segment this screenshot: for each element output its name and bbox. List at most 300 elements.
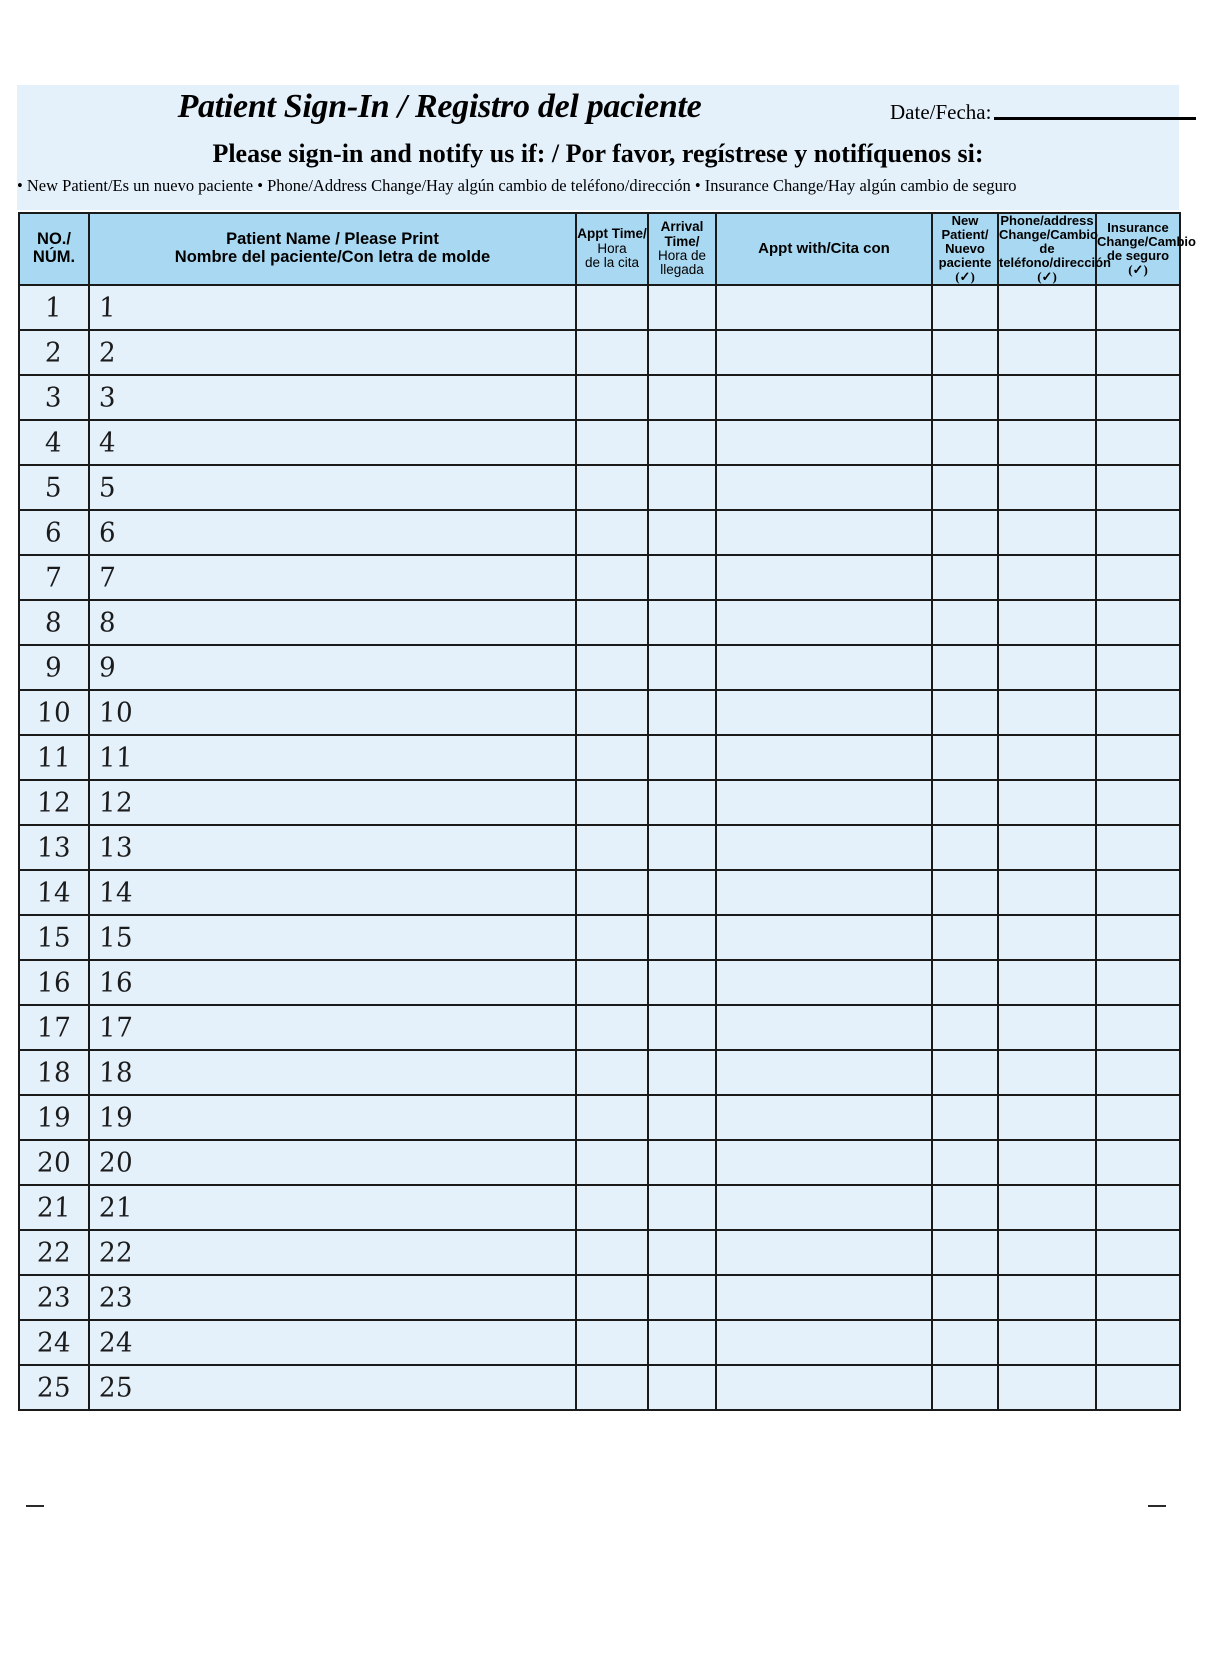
insurance-change-checkbox-cell[interactable] [1096, 825, 1180, 870]
insurance-change-checkbox-cell[interactable] [1096, 1050, 1180, 1095]
row-number-value: 1 [44, 292, 64, 324]
phone-address-change-checkbox-cell[interactable] [998, 870, 1096, 915]
arrival-time-cell[interactable] [648, 960, 716, 1005]
column-header-patient-name-es: Nombre del paciente/Con letra de molde [174, 248, 491, 266]
arrival-time-cell[interactable] [648, 555, 716, 600]
patient-name-cell[interactable] [89, 330, 576, 375]
arrival-time-cell[interactable] [648, 285, 716, 330]
phone-address-change-checkbox-cell[interactable] [998, 465, 1096, 510]
patient-name-line-number: 7 [98, 562, 117, 594]
phone-address-change-checkbox-cell[interactable] [998, 1140, 1096, 1185]
appt-time-cell[interactable] [576, 870, 648, 915]
column-header-appt-time-en: Appt Time/ [577, 226, 647, 242]
row-number-cell [19, 645, 89, 690]
row-number-value: 8 [44, 607, 64, 639]
appt-time-cell[interactable] [576, 915, 648, 960]
patient-name-cell[interactable] [89, 1230, 576, 1275]
table-row [19, 1365, 1180, 1410]
new-patient-checkbox-cell[interactable] [932, 825, 998, 870]
arrival-time-cell[interactable] [648, 1320, 716, 1365]
table-row [19, 735, 1180, 780]
column-header-arrival-time-en: Arrival Time/ [660, 219, 704, 249]
insurance-change-checkbox-cell[interactable] [1096, 1275, 1180, 1320]
insurance-change-checkbox-cell[interactable] [1096, 690, 1180, 735]
row-number-cell [19, 825, 89, 870]
patient-name-cell[interactable] [89, 645, 576, 690]
row-number-cell [19, 1185, 89, 1230]
appt-with-cell[interactable] [716, 555, 932, 600]
new-patient-checkbox-cell[interactable] [932, 1320, 998, 1365]
column-header-appt-with [716, 213, 932, 285]
table-row [19, 1275, 1180, 1320]
arrival-time-cell[interactable] [648, 825, 716, 870]
date-field-group[interactable] [890, 102, 1196, 123]
row-number-value: 15 [36, 922, 72, 954]
appt-time-cell[interactable] [576, 465, 648, 510]
row-number-value: 23 [36, 1282, 72, 1314]
patient-name-cell[interactable] [89, 285, 576, 330]
arrival-time-cell[interactable] [648, 1005, 716, 1050]
patient-name-line-number: 23 [98, 1282, 134, 1314]
phone-address-change-checkbox-cell[interactable] [998, 735, 1096, 780]
patient-name-cell[interactable] [89, 1275, 576, 1320]
appt-with-cell[interactable] [716, 1230, 932, 1275]
appt-time-cell[interactable] [576, 780, 648, 825]
insurance-change-checkbox-cell[interactable] [1096, 285, 1180, 330]
table-row [19, 555, 1180, 600]
insurance-change-checkbox-cell[interactable] [1096, 960, 1180, 1005]
patient-name-cell[interactable] [89, 1095, 576, 1140]
new-patient-checkbox-cell[interactable] [932, 1095, 998, 1140]
appt-time-cell[interactable] [576, 960, 648, 1005]
arrival-time-cell[interactable] [648, 420, 716, 465]
appt-with-cell[interactable] [716, 690, 932, 735]
new-patient-checkbox-cell[interactable] [932, 285, 998, 330]
patient-name-line-number: 18 [98, 1057, 134, 1089]
appt-time-cell[interactable] [576, 1185, 648, 1230]
appt-with-cell[interactable] [716, 1140, 932, 1185]
row-number-value: 11 [36, 742, 72, 774]
row-number-value: 13 [36, 832, 72, 864]
new-patient-checkbox-cell[interactable] [932, 690, 998, 735]
insurance-change-checkbox-cell[interactable] [1096, 330, 1180, 375]
new-patient-checkbox-cell[interactable] [932, 465, 998, 510]
arrival-time-cell[interactable] [648, 1140, 716, 1185]
table-row [19, 780, 1180, 825]
appt-with-cell[interactable] [716, 915, 932, 960]
table-row [19, 825, 1180, 870]
column-header-phone-address-l2: Change/Cambio de [999, 227, 1098, 257]
column-header-appt-with-en: Appt with/Cita con [758, 239, 890, 257]
row-number-cell [19, 1230, 89, 1275]
appt-time-cell[interactable] [576, 1095, 648, 1140]
phone-address-change-checkbox-cell[interactable] [998, 510, 1096, 555]
patient-name-cell[interactable] [89, 555, 576, 600]
row-number-value: 14 [36, 877, 72, 909]
table-row [19, 330, 1180, 375]
arrival-time-cell[interactable] [648, 780, 716, 825]
phone-address-change-checkbox-cell[interactable] [998, 600, 1096, 645]
phone-address-change-checkbox-cell[interactable] [998, 960, 1096, 1005]
appt-time-cell[interactable] [576, 690, 648, 735]
arrival-time-cell[interactable] [648, 1365, 716, 1410]
appt-with-cell[interactable] [716, 510, 932, 555]
appt-with-cell[interactable] [716, 1005, 932, 1050]
table-row [19, 375, 1180, 420]
new-patient-checkbox-cell[interactable] [932, 1185, 998, 1230]
table-row [19, 285, 1180, 330]
patient-name-cell[interactable] [89, 1185, 576, 1230]
appt-with-cell[interactable] [716, 1095, 932, 1140]
crop-mark-left [26, 1505, 44, 1507]
patient-name-line-number: 15 [98, 922, 134, 954]
appt-with-cell[interactable] [716, 870, 932, 915]
arrival-time-cell[interactable] [648, 600, 716, 645]
row-number-cell [19, 1050, 89, 1095]
patient-name-line-number: 3 [98, 382, 117, 414]
appt-with-cell[interactable] [716, 1275, 932, 1320]
patient-name-line-number: 25 [98, 1372, 134, 1404]
column-header-phone-address-change [998, 213, 1111, 285]
new-patient-checkbox-cell[interactable] [932, 600, 998, 645]
phone-address-change-checkbox-cell[interactable] [998, 1050, 1096, 1095]
phone-address-change-checkbox-cell[interactable] [998, 420, 1096, 465]
table-row [19, 870, 1180, 915]
column-header-patient-name [89, 213, 576, 285]
arrival-time-cell[interactable] [648, 1185, 716, 1230]
arrival-time-cell[interactable] [648, 870, 716, 915]
patient-name-cell[interactable] [89, 690, 576, 735]
appt-with-cell[interactable] [716, 645, 932, 690]
new-patient-checkbox-cell[interactable] [932, 735, 998, 780]
row-number-value: 17 [36, 1012, 72, 1044]
row-number-value: 18 [36, 1057, 72, 1089]
column-header-insurance-check: (✓) [1128, 261, 1148, 277]
phone-address-change-checkbox-cell[interactable] [998, 285, 1096, 330]
appt-time-cell[interactable] [576, 330, 648, 375]
insurance-change-checkbox-cell[interactable] [1096, 1320, 1180, 1365]
appt-with-cell[interactable] [716, 735, 932, 780]
table-row [19, 1140, 1180, 1185]
insurance-change-checkbox-cell[interactable] [1096, 465, 1180, 510]
arrival-time-cell[interactable] [648, 330, 716, 375]
row-number-value: 20 [36, 1147, 72, 1179]
row-number-cell [19, 330, 89, 375]
new-patient-checkbox-cell[interactable] [932, 1275, 998, 1320]
appt-time-cell[interactable] [576, 1275, 648, 1320]
appt-with-cell[interactable] [716, 1185, 932, 1230]
patient-name-line-number: 20 [98, 1147, 134, 1179]
table-row [19, 915, 1180, 960]
new-patient-checkbox-cell[interactable] [932, 510, 998, 555]
patient-name-line-number: 17 [98, 1012, 134, 1044]
table-row [19, 1095, 1180, 1140]
insurance-change-checkbox-cell[interactable] [1096, 1095, 1180, 1140]
insurance-change-checkbox-cell[interactable] [1096, 915, 1180, 960]
appt-time-cell[interactable] [576, 1320, 648, 1365]
row-number-cell [19, 1095, 89, 1140]
phone-address-change-checkbox-cell[interactable] [998, 645, 1096, 690]
appt-time-cell[interactable] [576, 285, 648, 330]
column-header-number-en: NO./ [37, 230, 71, 249]
insurance-change-checkbox-cell[interactable] [1096, 870, 1180, 915]
new-patient-checkbox-cell[interactable] [932, 555, 998, 600]
phone-address-change-checkbox-cell[interactable] [998, 690, 1096, 735]
patient-name-line-number: 19 [98, 1102, 134, 1134]
column-header-appt-time-es2: de la cita [584, 255, 640, 271]
row-number-cell [19, 1320, 89, 1365]
patient-name-line-number: 4 [98, 427, 117, 459]
row-number-cell [19, 1275, 89, 1320]
column-header-insurance-l2: Change/Cambio [1097, 234, 1196, 250]
appt-with-cell[interactable] [716, 960, 932, 1005]
patient-name-cell[interactable] [89, 465, 576, 510]
row-number-value: 25 [36, 1372, 72, 1404]
new-patient-checkbox-cell[interactable] [932, 1005, 998, 1050]
arrival-time-cell[interactable] [648, 915, 716, 960]
row-number-cell [19, 1140, 89, 1185]
phone-address-change-checkbox-cell[interactable] [998, 375, 1096, 420]
patient-name-cell[interactable] [89, 1005, 576, 1050]
arrival-time-cell[interactable] [648, 1050, 716, 1095]
insurance-change-checkbox-cell[interactable] [1096, 600, 1180, 645]
row-number-cell [19, 735, 89, 780]
appt-time-cell[interactable] [576, 1365, 648, 1410]
insurance-change-checkbox-cell[interactable] [1096, 1140, 1180, 1185]
phone-address-change-checkbox-cell[interactable] [998, 330, 1096, 375]
column-header-insurance-l3: de seguro [1106, 248, 1170, 263]
table-row [19, 960, 1180, 1005]
arrival-time-cell[interactable] [648, 1095, 716, 1140]
title-row [17, 88, 1179, 132]
phone-address-change-checkbox-cell[interactable] [998, 1230, 1096, 1275]
appt-with-cell[interactable] [716, 1365, 932, 1410]
table-row [19, 510, 1180, 555]
appt-time-cell[interactable] [576, 420, 648, 465]
row-number-value: 12 [36, 787, 72, 819]
appt-time-cell[interactable] [576, 600, 648, 645]
row-number-cell [19, 915, 89, 960]
patient-name-line-number: 16 [98, 967, 134, 999]
row-number-cell [19, 375, 89, 420]
appt-with-cell[interactable] [716, 330, 932, 375]
patient-name-line-number: 11 [98, 742, 134, 774]
patient-name-line-number: 13 [98, 832, 134, 864]
patient-name-line-number: 6 [98, 517, 117, 549]
appt-with-cell[interactable] [716, 825, 932, 870]
patient-name-line-number: 1 [98, 292, 117, 324]
patient-name-cell[interactable] [89, 1050, 576, 1095]
column-header-new-patient-l1: New [951, 213, 979, 229]
row-number-cell [19, 1005, 89, 1050]
column-header-arrival-time-es: Hora de [657, 248, 707, 263]
insurance-change-checkbox-cell[interactable] [1096, 555, 1180, 600]
row-number-value: 9 [44, 652, 64, 684]
table-row [19, 600, 1180, 645]
arrival-time-cell[interactable] [648, 690, 716, 735]
row-number-cell [19, 285, 89, 330]
phone-address-change-checkbox-cell[interactable] [998, 825, 1096, 870]
appt-time-cell[interactable] [576, 825, 648, 870]
patient-name-cell[interactable] [89, 600, 576, 645]
date-label: Date/Fecha: [890, 100, 992, 124]
patient-name-cell[interactable] [89, 780, 576, 825]
arrival-time-cell[interactable] [648, 375, 716, 420]
appt-with-cell[interactable] [716, 1050, 932, 1095]
patient-name-line-number: 12 [98, 787, 134, 819]
new-patient-checkbox-cell[interactable] [932, 1230, 998, 1275]
row-number-cell [19, 1365, 89, 1410]
phone-address-change-checkbox-cell[interactable] [998, 555, 1096, 600]
row-number-value: 19 [36, 1102, 72, 1134]
form-subtitle: Please sign-in and notify us if: / Por favor, regístrese y notifíquenos si: [212, 139, 984, 168]
appt-time-cell[interactable] [576, 735, 648, 780]
new-patient-checkbox-cell[interactable] [932, 1365, 998, 1410]
page-title: Patient Sign-In / Registro del paciente [177, 88, 702, 125]
new-patient-checkbox-cell[interactable] [932, 1140, 998, 1185]
patient-name-line-number: 2 [98, 337, 117, 369]
column-header-new-patient [932, 213, 998, 285]
insurance-change-checkbox-cell[interactable] [1096, 1005, 1180, 1050]
patient-name-cell[interactable] [89, 1365, 576, 1410]
appt-time-cell[interactable] [576, 645, 648, 690]
insurance-change-checkbox-cell[interactable] [1096, 375, 1180, 420]
appt-time-cell[interactable] [576, 1050, 648, 1095]
arrival-time-cell[interactable] [648, 645, 716, 690]
phone-address-change-checkbox-cell[interactable] [998, 1275, 1096, 1320]
crop-mark-right [1148, 1505, 1166, 1507]
phone-address-change-checkbox-cell[interactable] [998, 780, 1096, 825]
insurance-change-checkbox-cell[interactable] [1096, 1230, 1180, 1275]
appt-time-cell[interactable] [576, 555, 648, 600]
phone-address-change-checkbox-cell[interactable] [998, 1320, 1096, 1365]
row-number-cell [19, 420, 89, 465]
row-number-value: 22 [36, 1237, 72, 1269]
arrival-time-cell[interactable] [648, 510, 716, 555]
appt-with-cell[interactable] [716, 465, 932, 510]
row-number-value: 2 [44, 337, 64, 369]
insurance-change-checkbox-cell[interactable] [1096, 420, 1180, 465]
patient-name-cell[interactable] [89, 870, 576, 915]
column-header-patient-name-en: Patient Name / Please Print [226, 230, 439, 249]
patient-name-line-number: 22 [98, 1237, 134, 1269]
table-row [19, 1050, 1180, 1095]
appt-with-cell[interactable] [716, 780, 932, 825]
new-patient-checkbox-cell[interactable] [932, 960, 998, 1005]
new-patient-checkbox-cell[interactable] [932, 420, 998, 465]
column-header-new-patient-l3: Nuevo [945, 241, 985, 257]
insurance-change-checkbox-cell[interactable] [1096, 780, 1180, 825]
arrival-time-cell[interactable] [648, 1275, 716, 1320]
appt-with-cell[interactable] [716, 420, 932, 465]
column-header-phone-address-check: (✓) [1037, 268, 1057, 284]
column-header-phone-address-l3: teléfono/dirección [999, 254, 1111, 270]
row-number-value: 10 [36, 697, 72, 729]
phone-address-change-checkbox-cell[interactable] [998, 1365, 1096, 1410]
arrival-time-cell[interactable] [648, 735, 716, 780]
appt-time-cell[interactable] [576, 1005, 648, 1050]
appt-with-cell[interactable] [716, 285, 932, 330]
patient-signin-table [18, 212, 1196, 1411]
column-header-appt-time [576, 213, 648, 285]
row-number-value: 4 [44, 427, 64, 459]
column-header-insurance-change [1096, 213, 1196, 285]
patient-name-cell[interactable] [89, 735, 576, 780]
insurance-change-checkbox-cell[interactable] [1096, 735, 1180, 780]
row-number-cell [19, 960, 89, 1005]
new-patient-checkbox-cell[interactable] [932, 645, 998, 690]
appt-time-cell[interactable] [576, 510, 648, 555]
notify-conditions-text: • New Patient/Es un nuevo paciente • Phone/Address Change/Hay algún cambio de teléfono/dirección • Insurance Change/Hay algún cambio de seguro [17, 176, 1017, 195]
patient-name-line-number: 5 [98, 472, 117, 504]
column-header-arrival-time-es2: llegada [660, 262, 704, 278]
insurance-change-checkbox-cell[interactable] [1096, 1185, 1180, 1230]
new-patient-checkbox-cell[interactable] [932, 870, 998, 915]
phone-address-change-checkbox-cell[interactable] [998, 1185, 1096, 1230]
patient-name-cell[interactable] [89, 1140, 576, 1185]
appt-with-cell[interactable] [716, 1320, 932, 1365]
appt-with-cell[interactable] [716, 375, 932, 420]
new-patient-checkbox-cell[interactable] [932, 780, 998, 825]
phone-address-change-checkbox-cell[interactable] [998, 1005, 1096, 1050]
column-header-new-patient-l4: paciente [938, 254, 992, 270]
insurance-change-checkbox-cell[interactable] [1096, 1365, 1180, 1410]
patient-name-cell[interactable] [89, 825, 576, 870]
column-header-number-es: NÚM. [32, 248, 76, 266]
table-row [19, 1230, 1180, 1275]
arrival-time-cell[interactable] [648, 465, 716, 510]
new-patient-checkbox-cell[interactable] [932, 915, 998, 960]
column-header-number [19, 213, 89, 285]
phone-address-change-checkbox-cell[interactable] [998, 1095, 1096, 1140]
row-number-cell [19, 870, 89, 915]
appt-time-cell[interactable] [576, 1140, 648, 1185]
date-input-line[interactable] [994, 117, 1196, 120]
patient-name-cell[interactable] [89, 915, 576, 960]
insurance-change-checkbox-cell[interactable] [1096, 645, 1180, 690]
patient-name-cell[interactable] [89, 420, 576, 465]
appt-time-cell[interactable] [576, 1230, 648, 1275]
appt-with-cell[interactable] [716, 600, 932, 645]
table-body [19, 285, 1180, 1410]
table-row [19, 1320, 1180, 1365]
row-number-cell [19, 600, 89, 645]
row-number-value: 24 [36, 1327, 72, 1359]
table-row [19, 1005, 1180, 1050]
arrival-time-cell[interactable] [648, 1230, 716, 1275]
column-header-new-patient-check: (✓) [955, 268, 975, 284]
new-patient-checkbox-cell[interactable] [932, 1050, 998, 1095]
table-row [19, 1185, 1180, 1230]
patient-name-cell[interactable] [89, 960, 576, 1005]
phone-address-change-checkbox-cell[interactable] [998, 915, 1096, 960]
table-row [19, 420, 1180, 465]
row-number-cell [19, 465, 89, 510]
patient-name-cell[interactable] [89, 375, 576, 420]
appt-time-cell[interactable] [576, 375, 648, 420]
patient-name-line-number: 21 [98, 1192, 134, 1224]
row-number-value: 7 [44, 562, 64, 594]
insurance-change-checkbox-cell[interactable] [1096, 510, 1180, 555]
table-row [19, 465, 1180, 510]
row-number-value: 6 [44, 517, 64, 549]
new-patient-checkbox-cell[interactable] [932, 375, 998, 420]
patient-name-cell[interactable] [89, 510, 576, 555]
patient-name-cell[interactable] [89, 1320, 576, 1365]
column-header-arrival-time [648, 213, 716, 285]
new-patient-checkbox-cell[interactable] [932, 330, 998, 375]
patient-name-line-number: 24 [98, 1327, 134, 1359]
